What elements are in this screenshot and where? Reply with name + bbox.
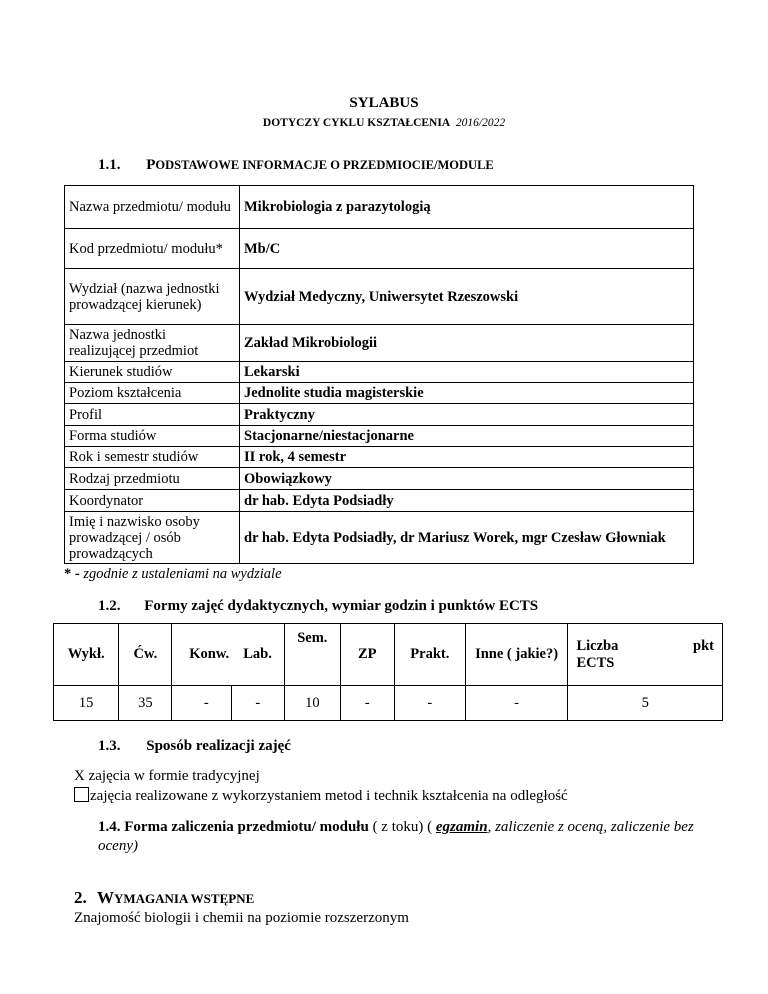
value-cell: - bbox=[172, 686, 231, 721]
section-2-title-first: W bbox=[97, 888, 114, 907]
footnote bbox=[64, 566, 282, 583]
value-cell: 5 bbox=[568, 686, 723, 721]
subtitle-years: 2016/2022 bbox=[455, 117, 506, 129]
footnote-mark: * - bbox=[64, 566, 80, 582]
section-1-3-heading bbox=[98, 738, 291, 755]
info-label: Imię i nazwisko osoby prowadzącej / osób prowadzących bbox=[65, 512, 240, 564]
info-value: Jednolite studia magisterskie bbox=[240, 383, 694, 404]
section-1-1-number: 1.1. bbox=[98, 157, 121, 173]
info-label: Koordynator bbox=[65, 490, 240, 512]
info-value: Mb/C bbox=[240, 229, 694, 269]
info-label: Profil bbox=[65, 404, 240, 426]
section-1-4-title: 1.4. Forma zaliczenia przedmiotu/ modułu bbox=[98, 819, 369, 835]
section-1-2-number: 1.2. bbox=[98, 598, 121, 614]
subtitle-prefix: DOTYCZY CYKLU KSZTAŁCENIA bbox=[262, 117, 451, 129]
section-1-4-paren: ( z toku) ( bbox=[368, 819, 436, 835]
option-traditional: X zajęcia w formie tradycyjnej bbox=[74, 768, 260, 784]
section-2-title-rest: YMAGANIA WSTĘPNE bbox=[114, 891, 255, 906]
ects-label: Liczba ECTS bbox=[576, 637, 619, 671]
table-row bbox=[65, 383, 694, 404]
header-cell: Prakt. bbox=[394, 624, 465, 686]
info-label: Nazwa przedmiotu/ modułu bbox=[65, 186, 240, 229]
table-row bbox=[54, 686, 723, 721]
info-value: Mikrobiologia z parazytologią bbox=[240, 186, 694, 229]
section-1-4-paragraph bbox=[98, 818, 698, 856]
section-1-1-title-first: P bbox=[146, 157, 156, 173]
table-row bbox=[65, 426, 694, 447]
info-value: Zakład Mikrobiologii bbox=[240, 325, 694, 362]
header-cell: Sem. bbox=[284, 624, 340, 686]
table-row bbox=[65, 229, 694, 269]
basic-info-table bbox=[64, 185, 694, 564]
value-cell: - bbox=[231, 686, 284, 721]
requirements-text: Znajomość biologii i chemii na poziomie rozszerzonym bbox=[74, 910, 409, 926]
info-label: Rok i semestr studiów bbox=[65, 447, 240, 468]
info-value: Praktyczny bbox=[240, 404, 694, 426]
document-title: SYLABUS bbox=[349, 95, 419, 111]
table-row bbox=[65, 186, 694, 229]
section-2-number: 2. bbox=[74, 888, 87, 907]
table-row bbox=[65, 404, 694, 426]
info-value: Obowiązkowy bbox=[240, 468, 694, 490]
section-1-2-title: Formy zajęć dydaktycznych, wymiar godzin i punktów ECTS bbox=[144, 598, 539, 614]
info-label: Rodzaj przedmiotu bbox=[65, 468, 240, 490]
info-label: Kod przedmiotu/ modułu* bbox=[65, 229, 240, 269]
section-2-heading bbox=[74, 888, 254, 908]
table-row bbox=[65, 512, 694, 564]
header-cell: Lab. bbox=[231, 624, 284, 686]
value-cell: - bbox=[394, 686, 465, 721]
info-value: Wydział Medyczny, Uniwersytet Rzeszowski bbox=[240, 269, 694, 325]
info-label: Forma studiów bbox=[65, 426, 240, 447]
info-value: II rok, 4 semestr bbox=[240, 447, 694, 468]
table-row bbox=[65, 269, 694, 325]
value-cell: 10 bbox=[284, 686, 340, 721]
section-1-1-title-rest: ODSTAWOWE INFORMACJE O PRZEDMIOCIE/MODULE bbox=[155, 158, 494, 172]
value-cell: 35 bbox=[119, 686, 172, 721]
value-cell: - bbox=[340, 686, 394, 721]
value-cell: - bbox=[465, 686, 568, 721]
header-cell: Wykł. bbox=[54, 624, 119, 686]
info-value: dr hab. Edyta Podsiadły, dr Mariusz Worek, mgr Czesław Głowniak bbox=[240, 512, 694, 564]
table-header-row bbox=[54, 624, 723, 686]
section-1-3-number: 1.3. bbox=[98, 738, 121, 754]
ects-header-cell bbox=[568, 624, 723, 686]
value-cell: 15 bbox=[54, 686, 119, 721]
info-value: dr hab. Edyta Podsiadły bbox=[240, 490, 694, 512]
info-value: Lekarski bbox=[240, 362, 694, 383]
info-value: Stacjonarne/niestacjonarne bbox=[240, 426, 694, 447]
table-row bbox=[65, 490, 694, 512]
section-1-4-rest: , zaliczenie z oceną, zaliczenie bez oceny) bbox=[98, 819, 694, 854]
header-cell: Konw. bbox=[172, 624, 231, 686]
table-row bbox=[65, 468, 694, 490]
header-cell: ZP bbox=[340, 624, 394, 686]
option-remote-label: zajęcia realizowane z wykorzystaniem metod i technik kształcenia na odległość bbox=[90, 788, 568, 804]
ects-unit: pkt bbox=[693, 637, 714, 654]
info-label: Nazwa jednostki realizującej przedmiot bbox=[65, 325, 240, 362]
section-1-3-title: Sposób realizacji zajęć bbox=[146, 738, 291, 754]
checkbox-icon[interactable] bbox=[74, 787, 89, 802]
info-label: Kierunek studiów bbox=[65, 362, 240, 383]
section-1-2-heading bbox=[98, 598, 538, 615]
document-subtitle bbox=[0, 117, 768, 129]
info-label: Wydział (nazwa jednostki prowadzącej kierunek) bbox=[65, 269, 240, 325]
table-row bbox=[65, 447, 694, 468]
table-row bbox=[65, 362, 694, 383]
option-remote bbox=[74, 787, 568, 805]
section-1-1-heading bbox=[98, 157, 494, 174]
table-row bbox=[65, 325, 694, 362]
header-cell: Ćw. bbox=[119, 624, 172, 686]
header-cell: Inne ( jakie?) bbox=[465, 624, 568, 686]
class-forms-table bbox=[53, 623, 723, 721]
footnote-text: zgodnie z ustaleniami na wydziale bbox=[79, 566, 282, 582]
section-1-4-exam: egzamin bbox=[435, 819, 488, 835]
info-label: Poziom kształcenia bbox=[65, 383, 240, 404]
